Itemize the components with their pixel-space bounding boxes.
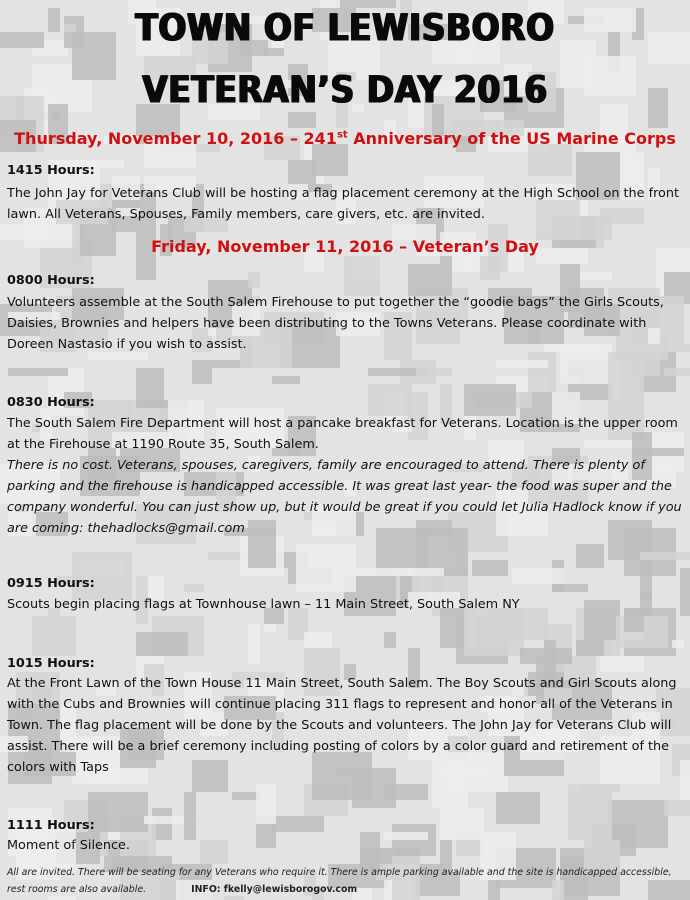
event-time: 0830 Hours: (7, 395, 95, 410)
event-description: The John Jay for Veterans Club will be hosting a flag placement ceremony at the High School on the front lawn. All Veterans, Spouses, Family members, care givers, etc. are invited. (7, 186, 680, 222)
event-note: There is no cost. Veterans, spouses, caregivers, family are encouraged to attend. There is plenty of parking and the firehouse is handicapped accessible. It was great last year- the food was super and the company wonderful. You can just show up, but it would be great if you could let Julia Hadlock know if you are coming: thehadlocks@gmail.com (7, 458, 682, 536)
footer-info: INFO: fkelly@lewisborogov.com (191, 884, 358, 895)
day-heading-thursday-main: Thursday, November 10, 2016 – 241 (14, 129, 337, 148)
footer-note (7, 864, 690, 898)
event-time: 0915 Hours: (7, 576, 95, 591)
event-description: Volunteers assemble at the South Salem Firehouse to put together the “goodie bags” the Girls Scouts, Daisies, Brownies and helpers have been distributing to the Towns Veterans. Please coordinate with Doreen Nastasio if you wish to assist. (7, 295, 664, 352)
event-time: 1111 Hours: (7, 818, 95, 833)
event-time: 1415 Hours: (7, 163, 95, 178)
day-heading-thursday (0, 129, 690, 148)
event-description: Moment of Silence. (7, 838, 131, 853)
page-title: TOWN OF LEWISBORO (135, 5, 555, 50)
page-subtitle: VETERAN’S DAY 2016 (142, 67, 548, 112)
footer-text: All are invited. There will be seating for any Veterans who require it. There is ample parking available and the site is handicapped accessible, rest rooms are also available. (7, 867, 672, 895)
event-time: 0800 Hours: (7, 273, 95, 288)
event-description: Scouts begin placing flags at Townhouse lawn – 11 Main Street, South Salem NY (7, 597, 520, 612)
event-description: The South Salem Fire Department will host a pancake breakfast for Veterans. Location is the upper room at the Firehouse at 1190 Route 35, South Salem. (7, 416, 678, 452)
day-heading-thursday-rest: Anniversary of the US Marine Corps (347, 129, 676, 148)
event-time: 1015 Hours: (7, 656, 95, 671)
day-heading-friday: Friday, November 11, 2016 – Veteran’s Day (151, 237, 539, 256)
event-description: At the Front Lawn of the Town House 11 Main Street, South Salem. The Boy Scouts and Girl Scouts along with the Cubs and Brownies will continue placing 311 flags to represent and honor all of the Veterans in Town. The flag placement will be done by the Scouts and volunteers. The John Jay for Veterans Club will assist. There will be a brief ceremony including posting of colors by a color guard and retirement of the colors with Taps (7, 676, 677, 775)
day-heading-thursday-sup: st (336, 129, 348, 141)
